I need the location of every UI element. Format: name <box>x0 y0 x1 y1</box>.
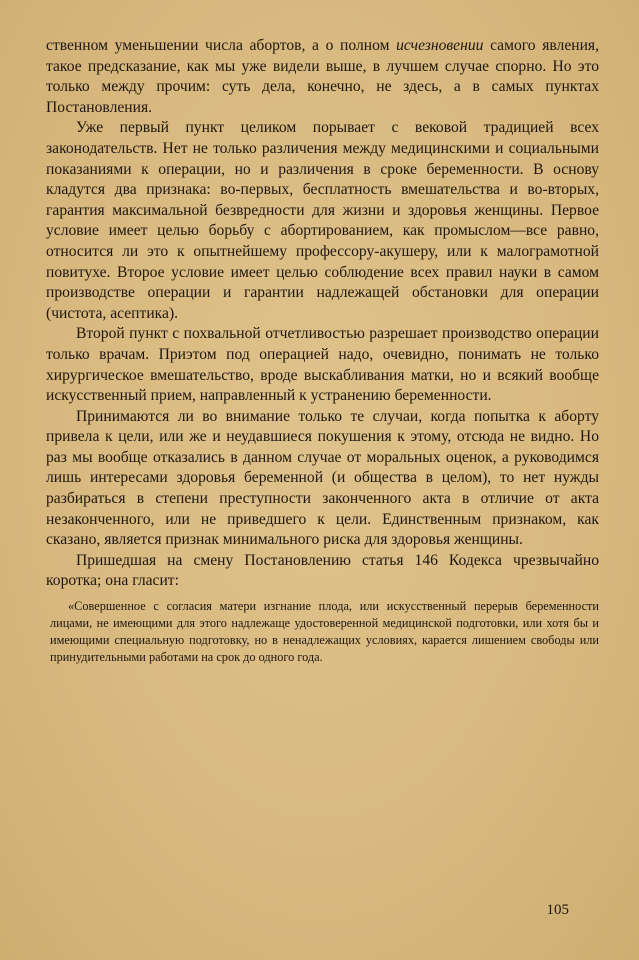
quote-text: «Совершенное с согласия матери изгнание плода, или искусственный перерыв беременности лицами, не имеющими для этого надлежаще удостоверенной медицинской подготовки, или хотя бы и имеющими специальную подготовку, но в ненадлежащих условиях, карается лишением свободы или принудительными работами на срок до одного года. <box>50 599 599 665</box>
text-run: самого явления, такое предсказание, как мы уже видели выше, в лучшем случае спорно. Но это только между прочим: суть дела, конечно, не здесь, а в самых пунктах Постановления. <box>46 37 600 116</box>
paragraph-p1 <box>46 36 599 118</box>
quoted-article-146 <box>46 598 599 666</box>
text-run: Пришедшая на смену Постановлению статья 146 Кодекса чрезвычайно коротка; она гласит: <box>46 551 599 590</box>
paragraph-p5 <box>46 551 599 592</box>
text-run: Принимаются ли во внимание только те случаи, когда попытка к аборту привела к цели, или же и неудавшиеся покушения к этому, отсюда не видно. Но раз мы вообще отказались в данном случае от моральных оценок, а руководимся лишь интересами здоровья беременной (и общества в целом), то нет нужды разбираться в степени преступности законченного акта в отличие от акта незаконченного, или не приведшего к цели. Единственным признаком, как сказано, является признак минимального риска для здоровья женщины. <box>46 407 599 549</box>
text-run: Уже первый пункт целиком порывает с вековой традицией всех законодательств. Нет не только различения между медицинскими и социальными показаниями к операции, но и различения в сроке беременности. В основу кладутся два признака: во-первых, бесплатность вмешательства и во-вторых, гарантия максимальной безвредности для жизни и здоровья женщины. Первое условие имеет целью борьбу с абортированием, как промыслом—все равно, относится ли это к опытнейшему профессору-акушеру, или к малограмотной повитухе. Второе условие имеет целью соблюдение всех правил науки в самом производстве операции и гарантии надлежащей обстановки для операции (чистота, асептика). <box>46 119 599 322</box>
text-run: Второй пункт с похвальной отчетливостью разрешает производство операции только врачам. Приэтом под операцией надо, очевидно, понимать не только хирургическое вмешательство, вроде выскабливания матки, но и всякий вообще искусственный прием, направленный к устранению беременности. <box>46 325 599 405</box>
italic-emphasis: исчезновении <box>396 37 484 54</box>
page-number: 105 <box>546 902 569 918</box>
paragraph-p3 <box>46 324 599 406</box>
paragraph-p2 <box>46 118 599 324</box>
text-run: ственном уменьшении числа абортов, а о полном <box>46 37 397 54</box>
paragraph-p4 <box>46 407 599 551</box>
body-text <box>46 36 599 592</box>
